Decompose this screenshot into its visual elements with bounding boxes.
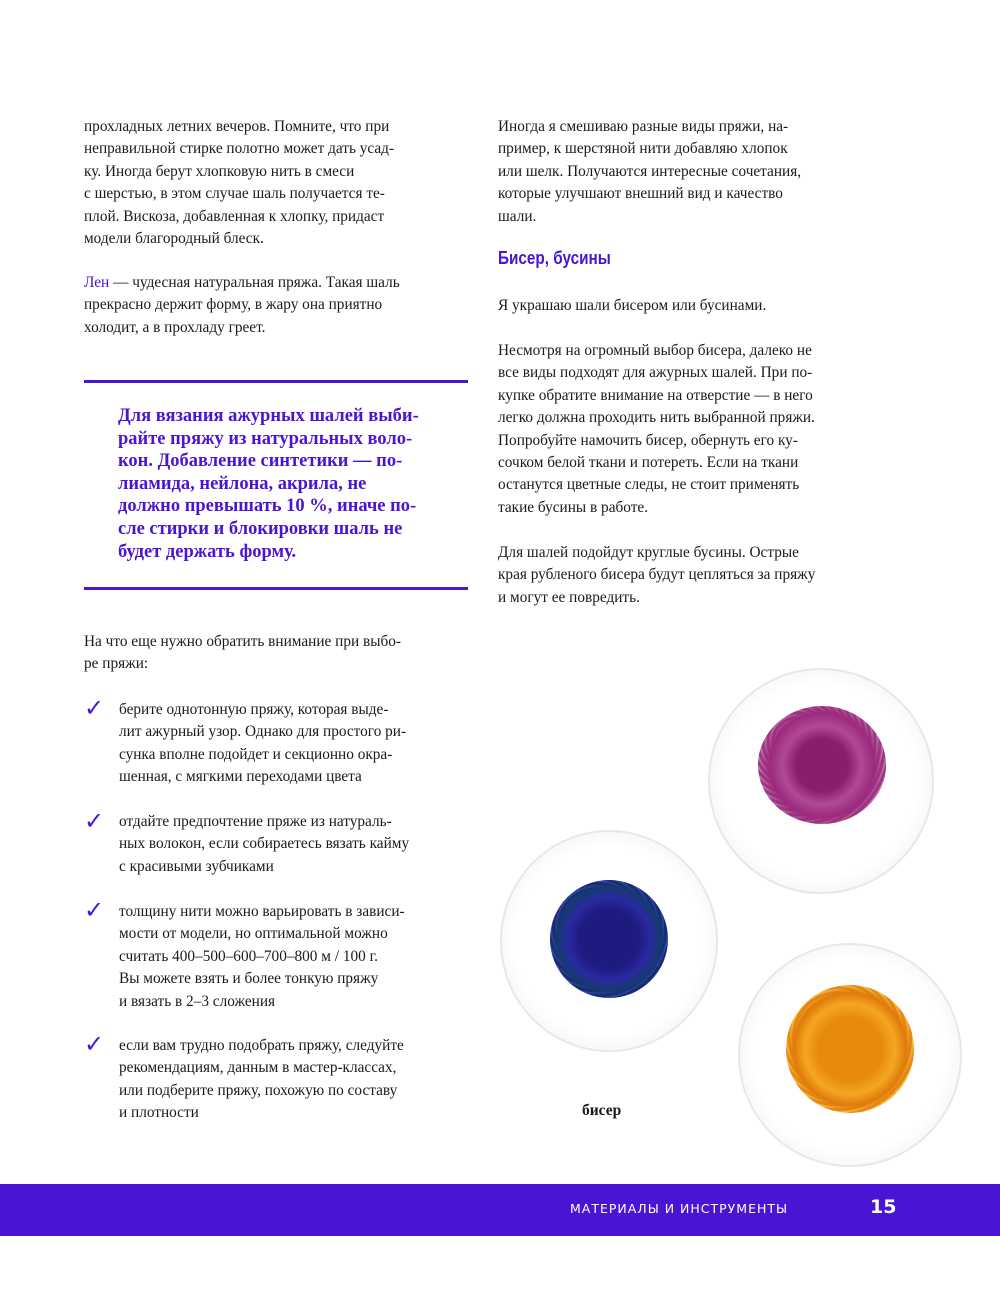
page-number: 15 — [870, 1196, 897, 1218]
checklist-item: если вам трудно подобрать пряжу, следуйте рекомендациям, данным в мастер-классах, или подберите пряжу, похожую по составу и плотности — [119, 1037, 404, 1122]
checklist-item: толщину нити можно варьировать в зависи- мости от модели, но оптимальной можно считать 400–500–600–700–800 м / 100 г. Вы можете взять и более тонкую пряжу и вязать в 2–3 сложения — [119, 903, 405, 1010]
purple-beads — [758, 706, 886, 824]
paragraph: Иногда я смешиваю разные виды пряжи, на- пример, к шерстяной нити добавляю хлопок или шелк. Получаются интересные сочетания, которые улучшают внешний вид и качество шали. — [498, 118, 802, 225]
paragraph-text: — чудесная натуральная пряжа. Такая шаль прекрасно держит форму, в жару она приятно холодит, а в прохладу греет. — [84, 274, 400, 336]
paragraph: прохладных летних вечеров. Помните, что при неправильной стирке полотно может дать усад- ку. Иногда берут хлопковую нить в смеси с шерстью, в этом случае шаль получается те- плой. Вискоза, добавленная к хлопку, придаст модели благородный блеск. — [84, 118, 395, 248]
blue-beads — [550, 880, 668, 998]
orange-beads — [786, 985, 914, 1113]
paragraph: Я украшаю шали бисером или бусинами. — [498, 297, 767, 314]
checkmark-icon: ✓ — [84, 896, 105, 924]
callout-bottom-rule — [84, 587, 468, 590]
checklist-item: отдайте предпочтение пряже из натураль- ных волокон, если собираетесь вязать кайму с красивыми зубчиками — [119, 813, 410, 875]
section-heading: Бисер, бусины — [498, 248, 611, 268]
checkmark-icon: ✓ — [84, 1030, 105, 1058]
checkmark-icon: ✓ — [84, 694, 105, 722]
paragraph: На что еще нужно обратить внимание при выбо- ре пряжи: — [84, 633, 401, 673]
term-linen: Лен — [84, 274, 110, 291]
paragraph: Несмотря на огромный выбор бисера, далеко не все виды подходят для ажурных шалей. При по- купке обратите внимание на отверстие — в него легко должна проходить нить выбранной пряжи. Попробуйте намочить бисер, обернуть его ку- сочком белой ткани и потереть. Если на ткани останутся цветные следы, не стоит применять такие бусины в работе. — [498, 342, 815, 516]
checkmark-icon: ✓ — [84, 807, 105, 835]
image-caption: бисер — [582, 1102, 622, 1119]
paragraph-linen — [84, 272, 400, 339]
footer-bar — [0, 1184, 1000, 1236]
paragraph: Для шалей подойдут круглые бусины. Острые края рубленого бисера будут цепляться за пряжу и могут ее повредить. — [498, 544, 816, 606]
checklist-item: берите однотонную пряжу, которая выде- лит ажурный узор. Однако для простого ри- сунка вполне подойдет и секционно окра- шенная, с мягкими переходами цвета — [119, 701, 407, 786]
section-title: МАТЕРИАЛЫ И ИНСТРУМЕНТЫ — [570, 1201, 789, 1216]
callout-text: Для вязания ажурных шалей выби- райте пряжу из натуральных воло- кон. Добавление синтетики — по- лиамида, нейлона, акрила, не должно превышать 10 %, иначе по- сле стирки и блокировки шаль не будет держать форму. — [118, 406, 419, 562]
callout-top-rule — [84, 380, 468, 383]
